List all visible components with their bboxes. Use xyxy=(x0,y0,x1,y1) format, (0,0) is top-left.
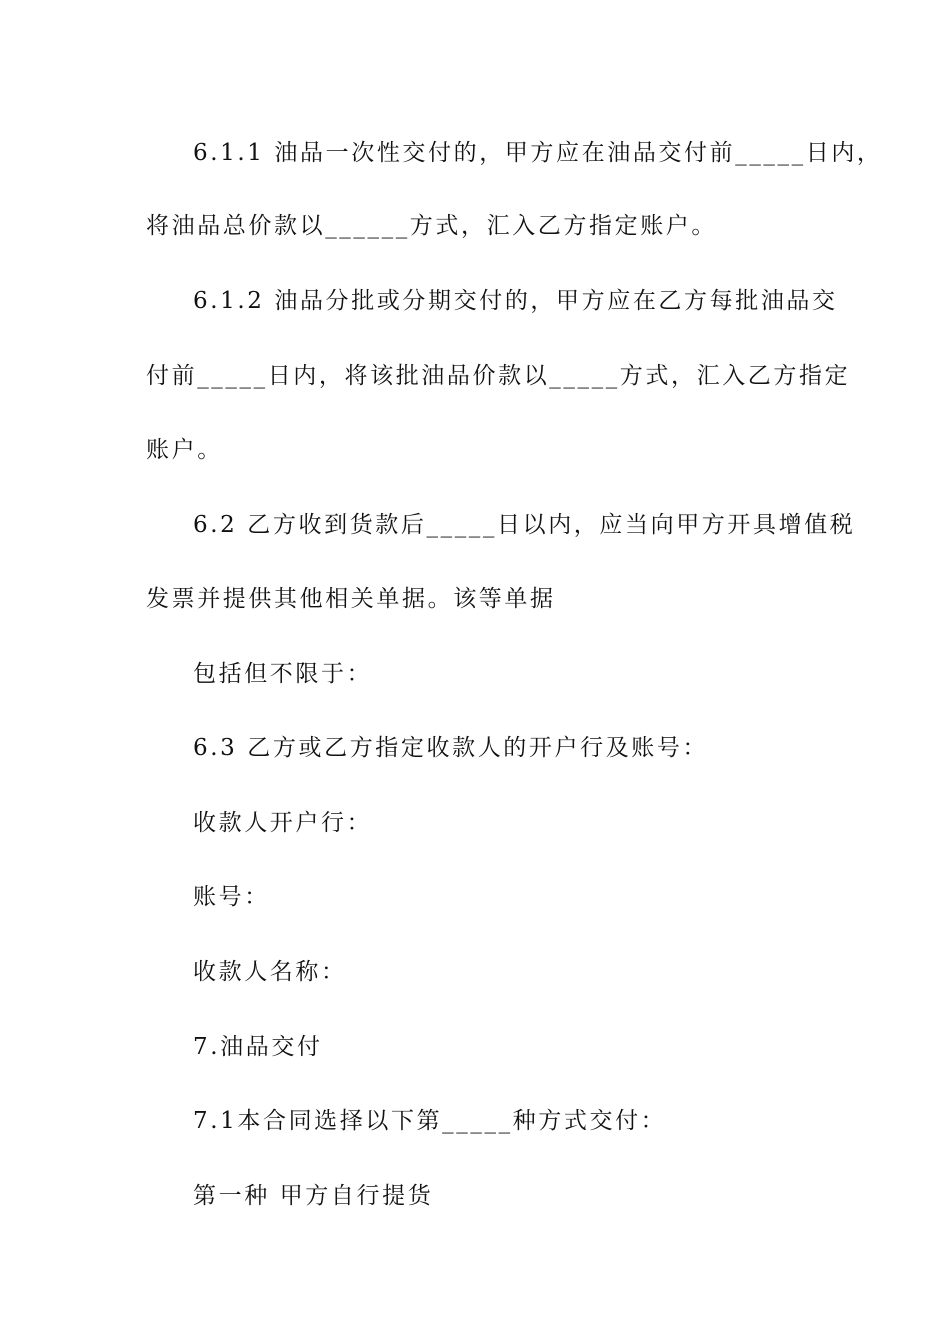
section-7-heading: 7.油品交付 xyxy=(193,1034,323,1060)
clause-6-1-1-line-1: 6.1.1 油品一次性交付的，甲方应在油品交付前_____日内， xyxy=(193,140,883,166)
payee-bank-label: 收款人开户行： xyxy=(193,810,373,836)
delivery-option-1: 第一种 甲方自行提货 xyxy=(193,1183,434,1209)
clause-6-2-line-1: 6.2 乙方收到货款后_____日以内，应当向甲方开具增值税 xyxy=(193,512,856,538)
clause-7-1-line: 7.1本合同选择以下第_____种方式交付： xyxy=(193,1108,667,1134)
clause-6-1-2-line-1: 6.1.2 油品分批或分期交付的，甲方应在乙方每批油品交 xyxy=(193,288,838,314)
clause-6-3-heading: 6.3 乙方或乙方指定收款人的开户行及账号： xyxy=(193,735,709,761)
clause-6-1-2-line-2: 付前_____日内，将该批油品价款以_____方式，汇入乙方指定 xyxy=(146,363,851,389)
clause-6-1-2-line-3: 账户。 xyxy=(146,437,223,463)
clause-6-2-line-3: 包括但不限于： xyxy=(193,661,373,687)
account-number-label: 账号： xyxy=(193,884,270,910)
clause-6-2-line-2: 发票并提供其他相关单据。该等单据 xyxy=(146,586,556,612)
clause-6-1-1-line-2: 将油品总价款以______方式，汇入乙方指定账户。 xyxy=(146,213,717,239)
payee-name-label: 收款人名称： xyxy=(193,959,347,985)
